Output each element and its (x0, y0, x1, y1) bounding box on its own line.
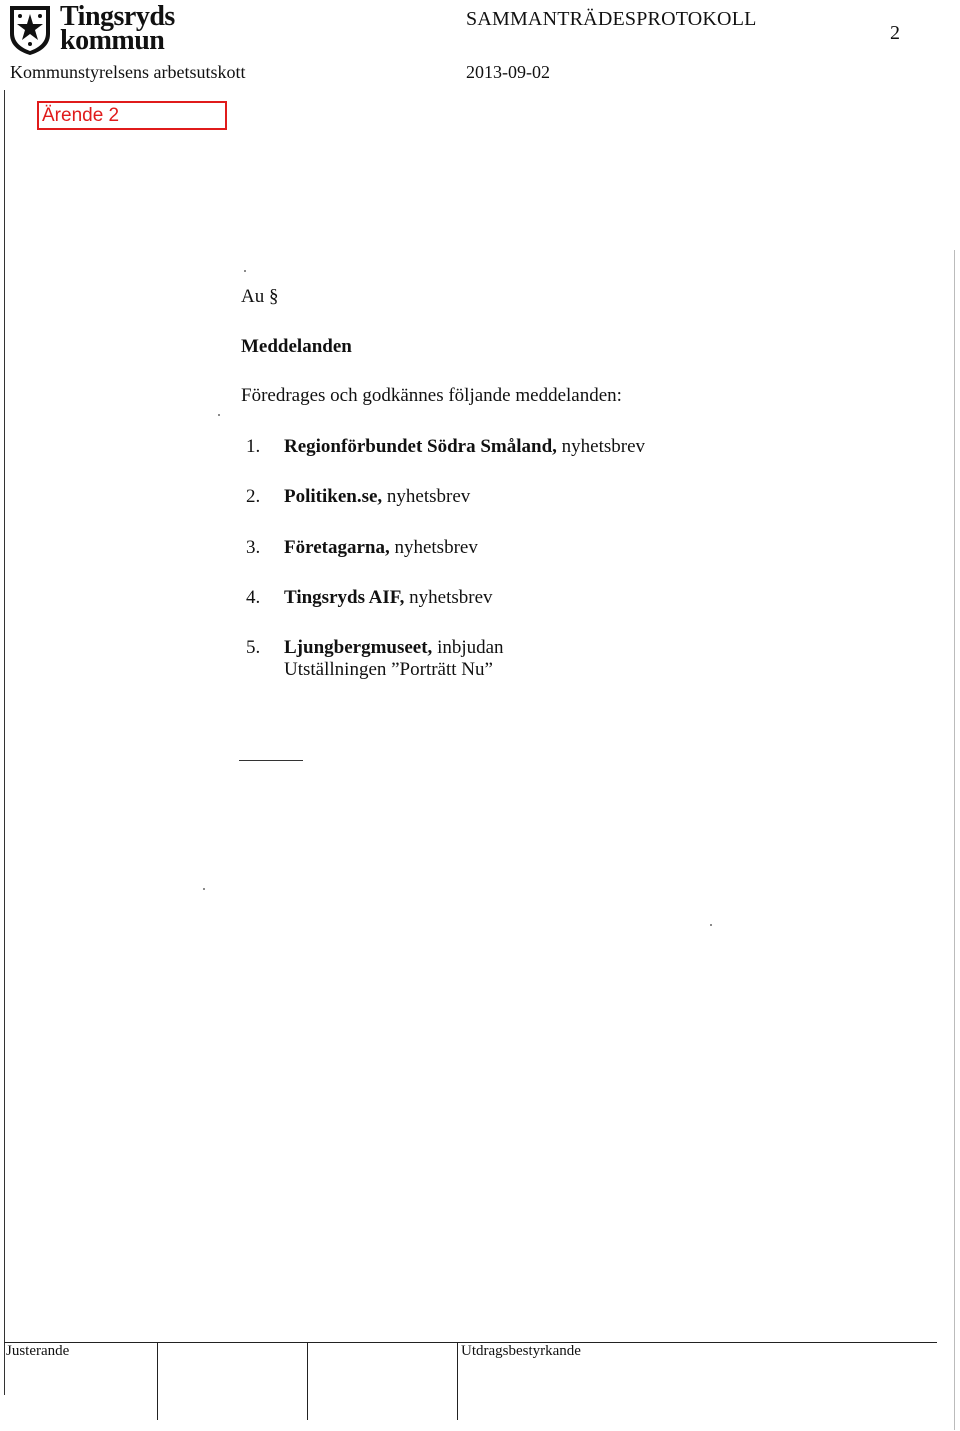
org-name-line2: kommun (60, 25, 165, 56)
list-item-number: 1. (246, 436, 261, 457)
org-name-line1: Tingsryds (60, 1, 175, 32)
list-item (246, 537, 478, 559)
list-item-type: nyhetsbrev (404, 587, 493, 608)
list-item-number: 2. (246, 486, 261, 507)
list-item (246, 436, 645, 458)
right-margin-rule (954, 250, 955, 1430)
meeting-date: 2013-09-02 (466, 62, 550, 82)
document-type: SAMMANTRÄDESPROTOKOLL (466, 8, 757, 30)
list-item-sender: Regionförbundet Södra Småland, (284, 436, 557, 457)
intro-text: Föredrages och godkännes följande meddelanden: (241, 385, 622, 406)
section-title: Meddelanden (241, 336, 352, 357)
list-item-type: nyhetsbrev (389, 537, 478, 558)
list-item-type: nyhetsbrev (556, 436, 646, 457)
scan-speck (710, 924, 712, 926)
list-item-subtitle: Utställningen ”Porträtt Nu” (284, 659, 493, 680)
list-item-type: nyhetsbrev (382, 486, 471, 507)
list-item-sender: Politiken.se, (284, 486, 383, 507)
list-item-number: 5. (246, 637, 261, 658)
scan-speck (244, 270, 246, 272)
list-item (246, 587, 493, 609)
scan-speck (218, 414, 220, 416)
list-item-sender: Företagarna, (284, 537, 390, 558)
arende-stamp: Ärende 2 (37, 101, 227, 130)
list-item-sender: Ljungbergmuseet, (284, 637, 433, 658)
section-reference: Au § (241, 286, 279, 307)
list-item-sender: Tingsryds AIF, (284, 587, 405, 608)
footer-divider (307, 1342, 308, 1420)
list-item-number: 3. (246, 537, 261, 558)
list-item (246, 486, 470, 508)
utdragsbestyrkande-label: Utdragsbestyrkande (461, 1343, 581, 1359)
list-item (246, 637, 504, 681)
scan-speck (203, 888, 205, 890)
page-number: 2 (890, 22, 900, 44)
committee-name: Kommunstyrelsens arbetsutskott (10, 62, 246, 82)
coat-of-arms-icon (8, 4, 52, 56)
justerande-label: Justerande (6, 1343, 70, 1359)
footer-divider (457, 1342, 458, 1420)
footer-divider (157, 1342, 158, 1420)
end-of-section-rule (239, 760, 303, 761)
list-item-number: 4. (246, 587, 261, 608)
list-item-type: inbjudan (432, 637, 504, 658)
left-margin-rule (4, 90, 5, 1395)
